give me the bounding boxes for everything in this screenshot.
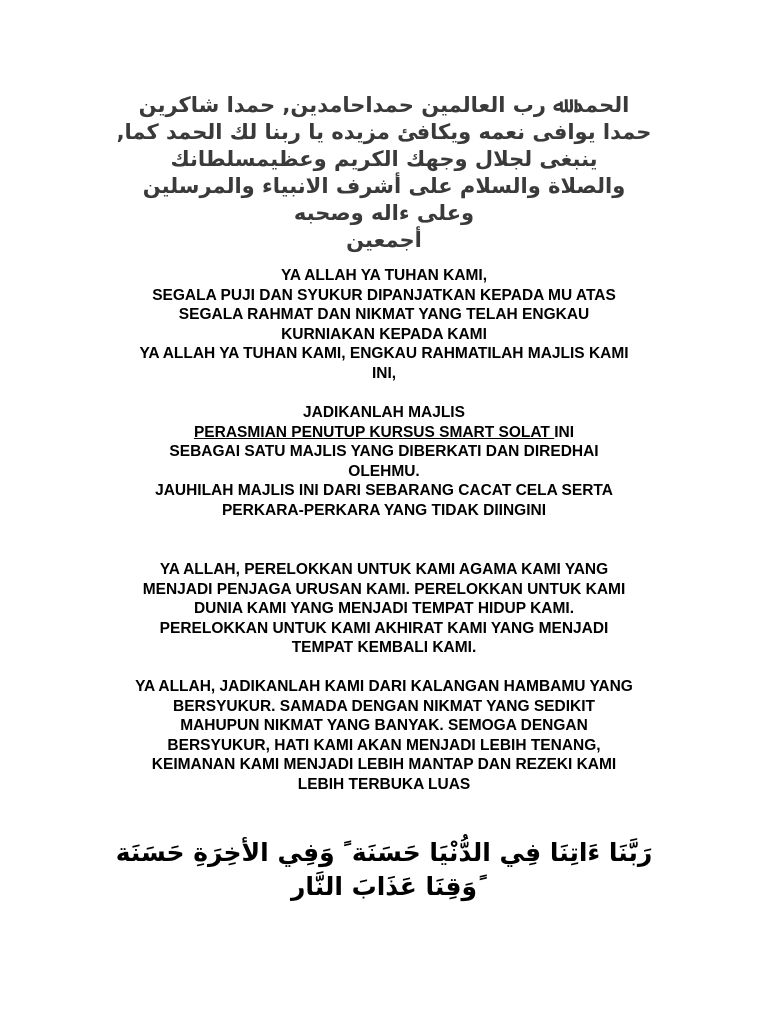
arabic-line: وعلى ءاله وصحبه [293, 201, 475, 225]
text-line: JADIKANLAH MAJLIS [303, 404, 465, 421]
text-line: KEIMANAN KAMI MENJADI LEBIH MANTAP DAN REZEKI KAMI [151, 756, 617, 773]
text-fragment: INI [554, 423, 575, 441]
closing-arabic-doa [80, 836, 688, 904]
text-line: DUNIA KAMI YANG MENJADI TEMPAT HIDUP KAMI. [193, 600, 575, 617]
text-line: TEMPAT KEMBALI KAMI. [291, 639, 477, 656]
text-line: INI, [371, 364, 397, 382]
text-line: SEGALA RAHMAT DAN NIKMAT YANG TELAH ENGKAU [178, 306, 590, 323]
arabic-line: الحمد ﷲ رب العالمين حمداحامدين, حمدا شاكرين [138, 93, 630, 117]
text-line: BERSYUKUR, HATI KAMI AKAN MENJADI LEBIH TENANG, [167, 736, 601, 754]
paragraph-majlis [90, 403, 678, 520]
text-line: YA ALLAH, PERELOKKAN UNTUK KAMI AGAMA KAMI YANG [159, 561, 609, 578]
arabic-line: والصلاة والسلام على أشرف الانبياء والمرسلين [142, 174, 626, 198]
arabic-line: ًوَقِنَا عَذَابَ النَّار [290, 872, 478, 901]
text-line: YA ALLAH, JADIKANLAH KAMI DARI KALANGAN HAMBAMU YANG [135, 678, 633, 695]
text-line: KURNIAKAN KEPADA KAMI [281, 325, 487, 343]
text-line: MAHUPUN NIKMAT YANG BANYAK. SEMOGA DENGAN [180, 717, 588, 734]
arabic-line: أجمعين [346, 228, 422, 252]
arabic-line: حمدا يوافى نعمه ويكافئ مزيده يا ربنا لك الحمد كما, [116, 120, 652, 144]
text-line: BERSYUKUR. SAMADA DENGAN NIKMAT YANG SEDIKIT [173, 697, 595, 715]
text-line: SEGALA PUJI DAN SYUKUR DIPANJATKAN KEPADA MU ATAS [152, 286, 616, 304]
text-line: PERKARA-PERKARA YANG TIDAK DIINGINI [221, 501, 547, 519]
text-line: YA ALLAH YA TUHAN KAMI, ENGKAU RAHMATILAH MAJLIS KAMI [139, 345, 629, 362]
paragraph-perelokkan [90, 560, 678, 658]
text-line: SEBAGAI SATU MAJLIS YANG DIBERKATI DAN DIREDHAI [169, 443, 599, 460]
paragraph-praise [90, 266, 678, 383]
text-line: OLEHMU. [348, 462, 420, 480]
text-line: JAUHILAH MAJLIS INI DARI SEBARANG CACAT CELA SERTA [155, 482, 613, 499]
text-line [90, 423, 678, 443]
paragraph-bersyukur [90, 677, 678, 794]
text-line: PERELOKKAN UNTUK KAMI AKHIRAT KAMI YANG MENJADI [159, 619, 609, 637]
arabic-line: رَبَّنَا ءَاتِنَا فِي الدُّنْيَا حَسَنَة ً وَفِي الأخِرَةِ حَسَنَة [115, 838, 653, 867]
text-line: MENJADI PENJAGA URUSAN KAMI. PERELOKKAN UNTUK KAMI [142, 580, 626, 598]
opening-arabic-praise [90, 92, 678, 254]
text-line: YA ALLAH YA TUHAN KAMI, [280, 267, 488, 284]
text-line: LEBIH TERBUKA LUAS [297, 775, 471, 793]
arabic-line: ينبغى لجلال وجهك الكريم وعظيمسلطانك [170, 147, 598, 171]
event-name: PERASMIAN PENUTUP KURSUS SMART SOLAT [193, 423, 555, 441]
